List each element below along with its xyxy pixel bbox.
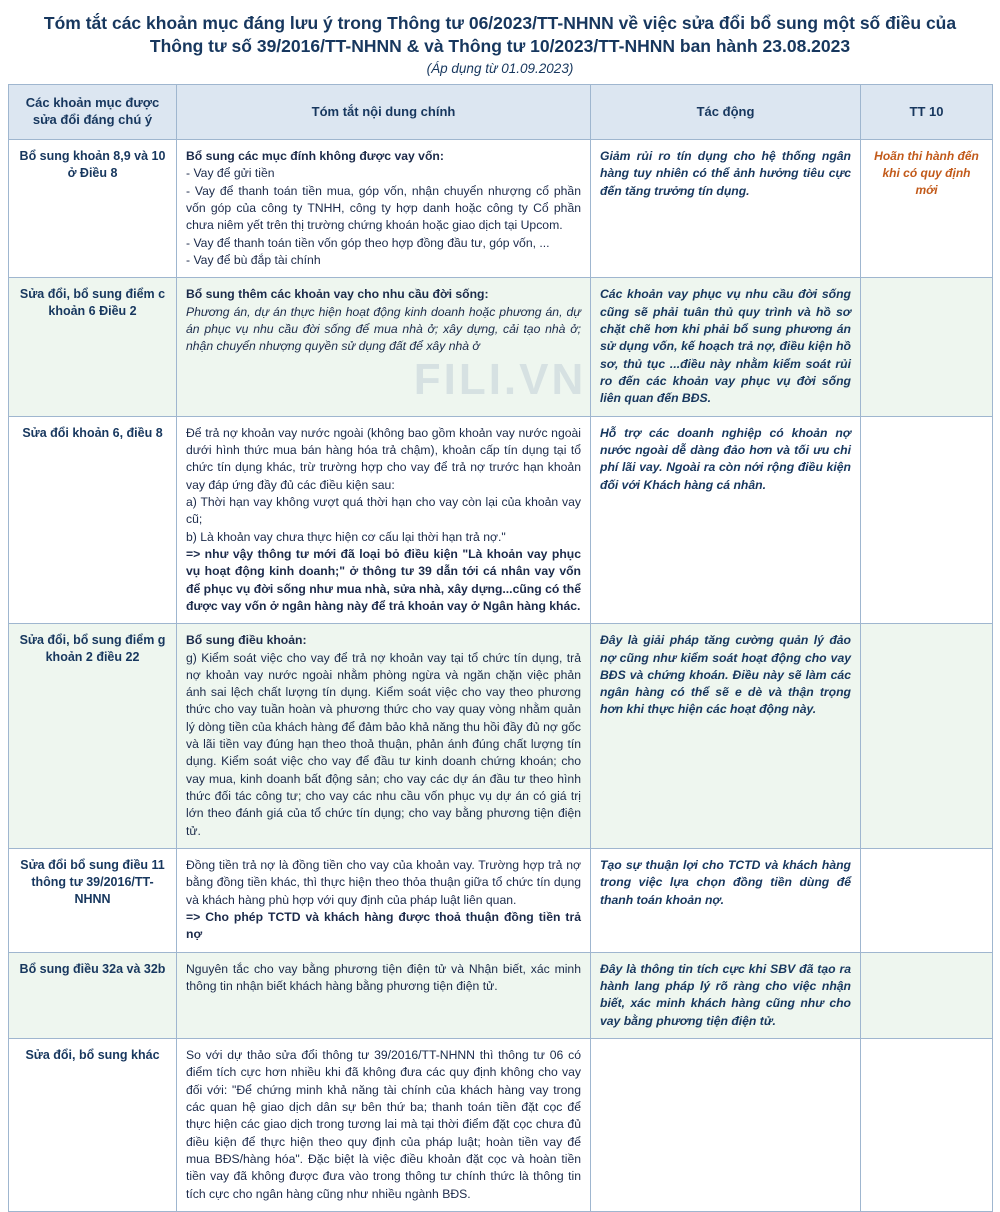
cell-tt10 bbox=[861, 952, 993, 1038]
cell-tt10 bbox=[861, 849, 993, 953]
table-row bbox=[9, 952, 993, 1038]
cell-impact: Tạo sự thuận lợi cho TCTD và khách hàng trong việc lựa chọn đồng tiền dùng để thanh toán khoản nợ. bbox=[591, 849, 861, 953]
cell-summary bbox=[177, 278, 591, 416]
table-body bbox=[9, 139, 993, 1211]
summary-line: Nguyên tắc cho vay bằng phương tiện điện tử và Nhận biết, xác minh thông tin nhận biết khách hàng bằng phương tiện điện tử. bbox=[186, 961, 581, 994]
summary-line: - Vay để bù đắp tài chính bbox=[186, 252, 321, 267]
column-header-tt10: TT 10 bbox=[861, 85, 993, 140]
table-row bbox=[9, 416, 993, 624]
cell-impact: Hỗ trợ các doanh nghiệp có khoản nợ nước ngoài dễ dàng đảo hơn và tối ưu chi phí lãi vay. Ngoài ra còn nới rộng điều kiện đối với Khách hàng cá nhân. bbox=[591, 416, 861, 624]
table-row bbox=[9, 849, 993, 953]
summary-line: b) Là khoản vay chưa thực hiện cơ cấu lại thời hạn trả nợ." bbox=[186, 529, 506, 544]
cell-impact: Giảm rủi ro tín dụng cho hệ thống ngân hàng tuy nhiên có thể ảnh hưởng tiêu cực đến tăng trưởng tín dụng. bbox=[591, 139, 861, 277]
summary-line: Để trả nợ khoản vay nước ngoài (không bao gồm khoản vay nước ngoài dưới hình thức mua bán hàng hóa trả chậm), khoản cấp tín dụng tại tổ chức tín dụng khác, trừ trường hợp cho vay để trả nợ trước hạn khoản vay đáp ứng đầy đủ các điều kiện sau: bbox=[186, 425, 581, 492]
summary-line: Phương án, dự án thực hiện hoạt động kinh doanh hoặc phương án, dự án phục vụ nhu cầu đời sống để mua nhà ở; xây dựng, cải tạo nhà ở; nhận chuyển nhượng quyền sử dụng đất để xây nhà ở bbox=[186, 304, 581, 354]
cell-impact: Đây là giải pháp tăng cường quản lý đảo nợ cũng như kiểm soát hoạt động cho vay BĐS và chứng khoán. Điều này sẽ làm các ngân hàng có thể sẽ e dè và thận trọng hơn khi thực hiện các hoạt động này. bbox=[591, 624, 861, 849]
cell-item: Sửa đổi bổ sung điều 11 thông tư 39/2016/TT-NHNN bbox=[9, 849, 177, 953]
cell-summary bbox=[177, 416, 591, 624]
summary-heading: Bổ sung các mục đính không được vay vốn: bbox=[186, 148, 444, 163]
table-row bbox=[9, 624, 993, 849]
cell-summary bbox=[177, 624, 591, 849]
summary-line: So với dự thảo sửa đổi thông tư 39/2016/TT-NHNN thì thông tư 06 có điểm tích cực hơn nhiều khi đã không đưa các quy định không cho vay đối với: "Để chứng minh khả năng tài chính của khách hàng vay trong các quan hệ giao dịch dân sự bên thứ ba; thanh toán tiền đặt cọc để thực hiện các giao dịch trong tương lai mà tại thời điểm đặt cọc chưa đủ điều kiện để thực hiện theo quy định của pháp luật; hoàn tiền vay để mua BĐS/hàng hóa". Đặc biệt là việc điều khoản đặt cọc và hoàn tiền tiền vay đã không được đưa vào trong thông tư chính thức là thông tin tích cực cho ngân hàng cũng như nhiều ngành BĐS. bbox=[186, 1048, 581, 1201]
summary-line: g) Kiểm soát việc cho vay để trả nợ khoản vay tại tổ chức tín dụng, trả nợ khoản vay nước ngoài nhằm phòng ngừa và ngăn chặn việc phản ánh sai lệch chất lượng tín dụng. Kiểm soát việc cho vay theo phương thức cho vay tuần hoàn và phương thức cho vay quay vòng nhằm quản lý dòng tiền của khách hàng để đảm bảo khả năng thu hồi đầy đủ nợ gốc và lãi tiền vay đúng hạn theo thoả thuận, phản ánh đúng chất lượng tín dụng. Kiểm soát việc cho vay để đầu tư kinh doanh chứng khoán; cho vay mua, kinh doanh bất động sản; cho vay các dự án đầu tư theo hình thức đối tác công tư; cho vay các nhu cầu vốn phục vụ dự án có giá trị lớn theo đánh giá của tổ chức tín dụng; cho vay bằng phương tiện điện tử. bbox=[186, 650, 581, 838]
summary-line: a) Thời hạn vay không vượt quá thời hạn cho vay còn lại của khoản vay cũ; bbox=[186, 494, 581, 527]
summary-line: - Vay để gửi tiền bbox=[186, 166, 275, 181]
column-header-impact: Tác động bbox=[591, 85, 861, 140]
column-header-summary: Tóm tắt nội dung chính bbox=[177, 85, 591, 140]
cell-item: Bổ sung điều 32a và 32b bbox=[9, 952, 177, 1038]
cell-summary bbox=[177, 952, 591, 1038]
cell-item: Sửa đổi, bổ sung điểm c khoản 6 Điều 2 bbox=[9, 278, 177, 416]
summary-line: => như vậy thông tư mới đã loại bỏ điều kiện "Là khoản vay phục vụ hoạt động kinh doanh;" ở thông tư 39 dẫn tới cá nhân vay vốn để phục vụ đời sống như mua nhà, sửa nhà, xây dựng...cũng có thể được vay vốn ở ngân hàng này để trả khoản vay ở Ngân hàng khác. bbox=[186, 546, 581, 613]
summary-table bbox=[8, 84, 993, 1212]
cell-impact bbox=[591, 1039, 861, 1212]
table-row bbox=[9, 139, 993, 277]
table-row bbox=[9, 1039, 993, 1212]
cell-tt10 bbox=[861, 1039, 993, 1212]
cell-tt10 bbox=[861, 278, 993, 416]
page-title: Tóm tắt các khoản mục đáng lưu ý trong Thông tư 06/2023/TT-NHNN về việc sửa đổi bổ sung một số điều của Thông tư số 39/2016/TT-NHNN & và Thông tư 10/2023/TT-NHNN ban hành 23.08.2023 bbox=[43, 13, 957, 57]
cell-item: Sửa đổi khoản 6, điều 8 bbox=[9, 416, 177, 624]
summary-line: - Vay để thanh toán tiền vốn góp theo hợp đồng đầu tư, góp vốn, ... bbox=[186, 235, 550, 250]
summary-line: Đồng tiền trả nợ là đồng tiền cho vay của khoản vay. Trường hợp trả nợ bằng đồng tiền khác, thì thực hiện theo thỏa thuận giữa tổ chức tín dụng và khách hàng phù hợp với quy định của pháp luật liên quan. bbox=[186, 858, 581, 907]
cell-tt10 bbox=[861, 416, 993, 624]
page-subtitle: (Áp dụng từ 01.09.2023) bbox=[426, 61, 574, 77]
cell-item: Bổ sung khoản 8,9 và 10 ở Điều 8 bbox=[9, 139, 177, 277]
summary-line: - Vay để thanh toán tiền mua, góp vốn, nhận chuyển nhượng cổ phần vốn góp của công ty TNHH, công ty hợp danh hoặc công ty Cổ phần chưa niêm yết trên thị trường chứng khoán hoặc giao dịch tại Upcom. bbox=[186, 183, 581, 233]
cell-tt10 bbox=[861, 624, 993, 849]
cell-summary bbox=[177, 139, 591, 277]
column-header-item: Các khoản mục được sửa đổi đáng chú ý bbox=[9, 85, 177, 140]
cell-impact: Các khoản vay phục vụ nhu cầu đời sống cũng sẽ phải tuân thủ quy trình và hồ sơ chặt chẽ hơn khi phải bổ sung phương án sử dụng vốn, kế hoạch trả nợ, điều kiện hồ sơ, thủ tục ...điều này nhằm kiểm soát rủi ro đến các khoản vay phục vụ đời sống liên quan đến BĐS. bbox=[591, 278, 861, 416]
cell-item: Sửa đổi, bổ sung khác bbox=[9, 1039, 177, 1212]
watermark: FILI.VN bbox=[413, 355, 587, 404]
table-row bbox=[9, 278, 993, 416]
summary-heading: Bổ sung thêm các khoản vay cho nhu cầu đời sống: bbox=[186, 287, 489, 302]
cell-tt10: Hoãn thi hành đến khi có quy định mới bbox=[861, 139, 993, 277]
cell-summary bbox=[177, 1039, 591, 1212]
cell-summary bbox=[177, 849, 591, 953]
cell-impact: Đây là thông tin tích cực khi SBV đã tạo ra hành lang pháp lý rõ ràng cho việc nhận biết, xác minh khách hàng cũng như cho vay bằng phương tiện điện tử. bbox=[591, 952, 861, 1038]
summary-heading: Bổ sung điều khoản: bbox=[186, 633, 307, 648]
cell-item: Sửa đổi, bổ sung điểm g khoản 2 điều 22 bbox=[9, 624, 177, 849]
table-header-row bbox=[9, 85, 993, 140]
summary-line: => Cho phép TCTD và khách hàng được thoả thuận đồng tiền trả nợ bbox=[186, 910, 581, 942]
